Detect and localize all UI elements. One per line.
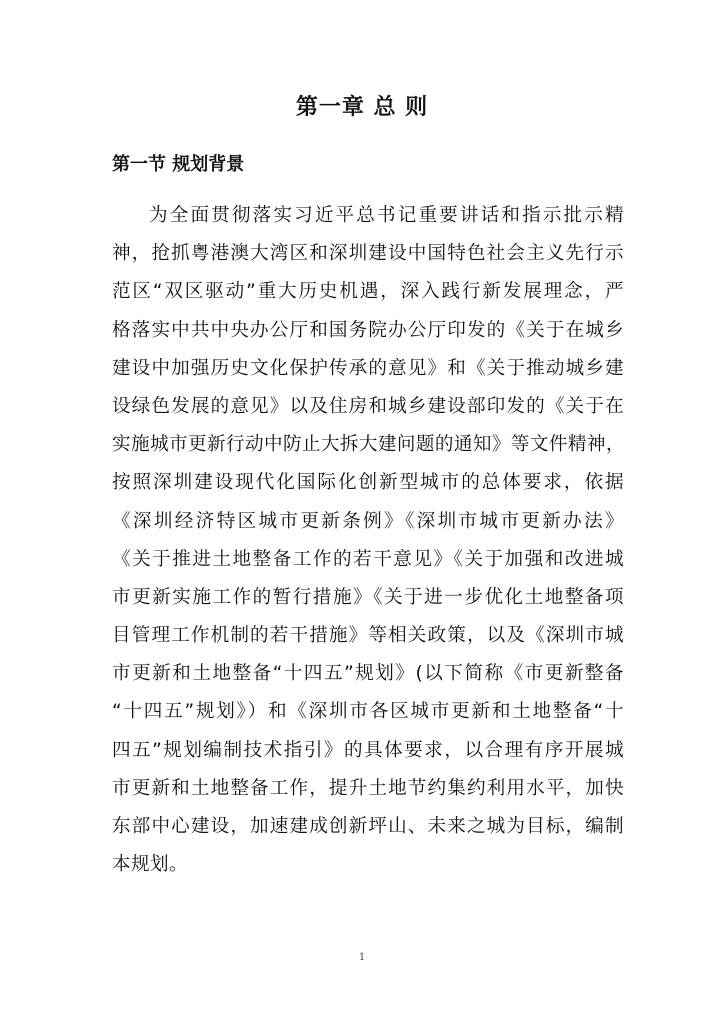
paragraph-line: 市更新和土地整备“十四五”规划》(以下简称《市更新整备 [112,663,624,685]
paragraph-line: 建设中加强历史文化保护传承的意见》和《关于推动城乡建 [112,357,624,379]
paragraph-line: 市更新和土地整备工作，提升土地节约集约利用水平，加快 [112,777,624,799]
paragraph-line: 设绿色发展的意见》以及住房和城乡建设部印发的《关于在 [112,395,624,417]
paragraph-line: 为全面贯彻落实习近平总书记重要讲话和指示批示精 [149,205,624,226]
paragraph-line: 神，抢抓粤港澳大湾区和深圳建设中国特色社会主义先行示 [112,243,624,265]
paragraph-line: 范区“双区驱动”重大历史机遇，深入践行新发展理念，严 [112,281,624,303]
paragraph-line: 格落实中共中央办公厅和国务院办公厅印发的《关于在城乡 [112,319,624,341]
paragraph-line: 东部中心建设，加速建成创新坪山、未来之城为目标，编制 [112,816,624,837]
section-title: 第一节 规划背景 [112,154,245,175]
paragraph-line: 实施城市更新行动中防止大拆大建问题的通知》等文件精神， [112,434,625,456]
paragraph-line: 四五”规划编制技术指引》的具体要求，以合理有序开展城 [112,739,624,761]
paragraph-line: 目管理工作机制的若干措施》等相关政策，以及《深圳市城 [112,625,624,647]
paragraph-line: 《深圳经济特区城市更新条例》《深圳市城市更新办法》 [112,510,624,532]
body-paragraph [112,197,624,884]
paragraph-line: 按照深圳建设现代化国际化创新型城市的总体要求，依据 [112,472,624,494]
paragraph-line: 本规划。 [112,854,188,876]
page-number: 1 [358,952,366,963]
paragraph-line: 《关于推进土地整备工作的若干意见》《关于加强和改进城 [112,548,624,570]
paragraph-line: 市更新实施工作的暂行措施》《关于进一步优化土地整备项 [112,586,624,608]
paragraph-line: “十四五”规划》）和《深圳市各区城市更新和土地整备“十 [112,701,624,723]
chapter-title: 第一章 总 则 [295,95,429,120]
